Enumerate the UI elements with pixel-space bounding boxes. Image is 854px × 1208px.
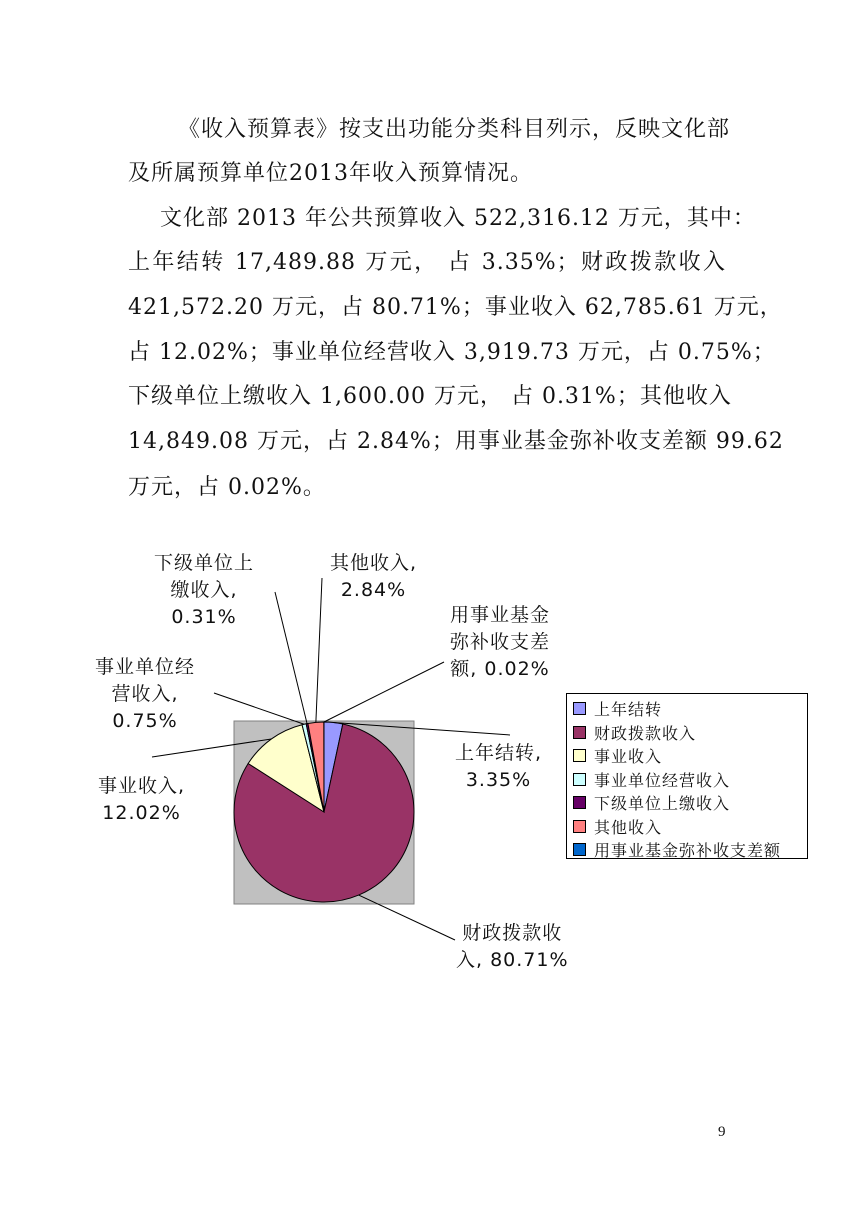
text-line-4: 上年结转 17,489.88 万元， 占 3.35%；财政拨款收入 [128, 250, 726, 275]
text-line-3: 文化部 2013 年公共预算收入 522,316.12 万元，其中： [160, 206, 756, 231]
legend-swatch [573, 843, 586, 856]
label-fund-supplement: 用事业基金 弥补收支差 额, 0.02% [450, 604, 551, 680]
label-fiscal-allocation: 财政拨款收 入, 80.71% [456, 922, 569, 971]
label-business-income: 事业收入, 12.02% [98, 775, 186, 824]
leader-business-income [152, 739, 271, 757]
legend-item [573, 697, 801, 721]
legend-item [573, 721, 801, 745]
text-line-1: 《收入预算表》按支出功能分类科目列示，反映文化部 [178, 117, 731, 142]
text-line-8: 14,849.08 万元，占 2.84%；用事业基金弥补收支差额 99.62 [128, 429, 784, 454]
slice-other-income [308, 722, 324, 812]
legend-swatch [573, 773, 586, 786]
legend-label: 事业收入 [594, 747, 663, 767]
slice-fiscal-allocation [234, 724, 414, 902]
label-business-operation-income: 事业单位经 营收入, 0.75% [95, 656, 196, 732]
text-line-5: 421,572.20 万元，占 80.71%；事业收入 62,785.61 万元， [128, 295, 783, 320]
legend-label: 其他收入 [594, 817, 663, 837]
text-line-2: 及所属预算单位2013年收入预算情况。 [128, 161, 533, 186]
label-subordinate-income: 下级单位上 缴收入, 0.31% [154, 552, 255, 628]
leader-carryover [333, 722, 510, 735]
leader-subordinate-income [275, 592, 307, 724]
leader-business-operation-income [214, 693, 304, 724]
legend-swatch [573, 749, 586, 762]
chart-legend [566, 693, 808, 859]
slice-business-operation-income [302, 724, 324, 812]
legend-swatch [573, 702, 586, 715]
legend-label: 上年结转 [594, 700, 663, 720]
legend-item [573, 815, 801, 839]
legend-item [573, 768, 801, 792]
legend-item [573, 791, 801, 815]
slice-subordinate-income [306, 723, 324, 812]
label-other-income: 其他收入, 2.84% [330, 552, 418, 601]
legend-item [573, 838, 801, 862]
leader-fiscal-allocation [359, 895, 455, 940]
plot-area [234, 721, 414, 904]
text-line-7: 下级单位上缴收入 1,600.00 万元， 占 0.31%；其他收入 [128, 384, 732, 409]
legend-swatch [573, 726, 586, 739]
slice-carryover [324, 722, 343, 812]
legend-swatch [573, 820, 586, 833]
legend-item [573, 744, 801, 768]
leader-other-income [316, 578, 322, 722]
page-number: 9 [718, 1124, 726, 1140]
label-carryover: 上年结转, 3.35% [455, 742, 543, 791]
text-line-9: 万元，占 0.02%。 [128, 475, 326, 500]
slice-business-income [248, 725, 324, 812]
legend-label: 用事业基金弥补收支差额 [594, 841, 782, 861]
legend-label: 下级单位上缴收入 [594, 794, 731, 814]
leader-fund-supplement [324, 662, 444, 722]
legend-label: 事业单位经营收入 [594, 770, 731, 790]
legend-label: 财政拨款收入 [594, 723, 697, 743]
legend-swatch [573, 796, 586, 809]
text-line-6: 占 12.02%；事业单位经营收入 3,919.73 万元，占 0.75%； [128, 340, 776, 365]
